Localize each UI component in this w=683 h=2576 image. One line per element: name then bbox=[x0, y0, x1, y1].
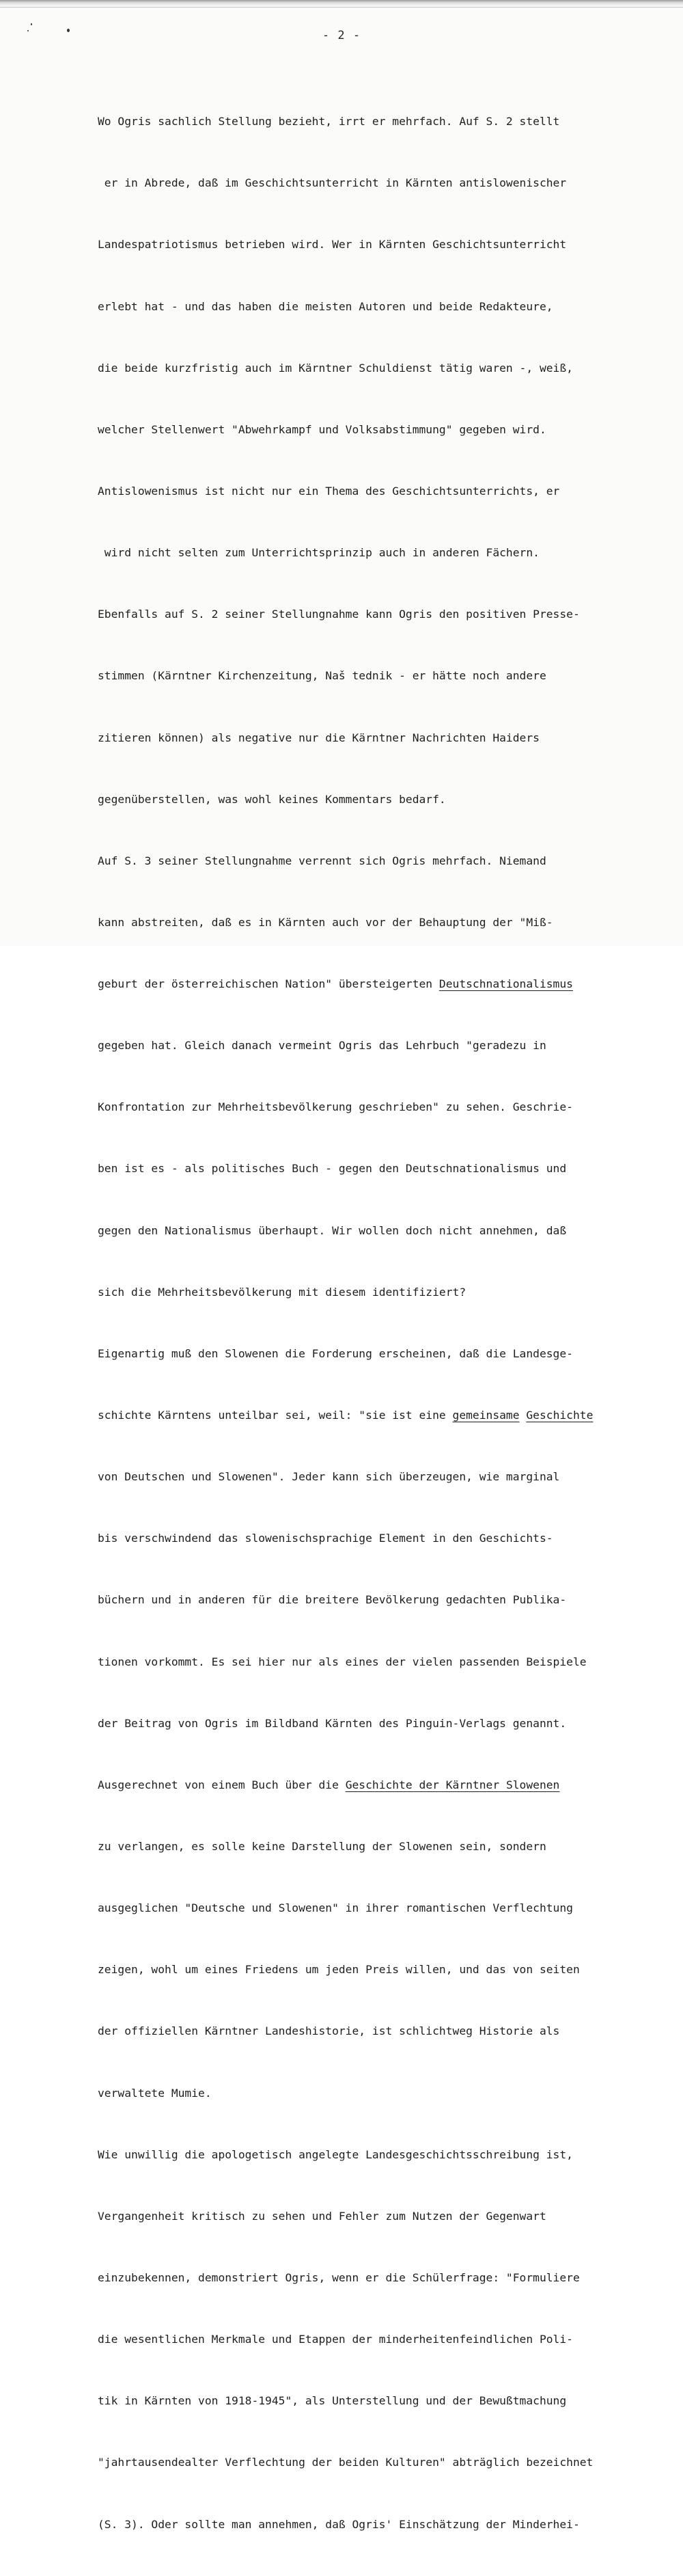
underlined-term: gemeinsame bbox=[452, 1409, 520, 1422]
text-line: bis verschwindend das slowenischsprachige Element in den Geschichts- bbox=[98, 1532, 553, 1545]
text-line: stimmen (Kärntner Kirchenzeitung, Naš tednik - er hätte noch andere bbox=[98, 669, 546, 683]
text-line: geburt der österreichischen Nation" übersteigerten Deutschnationalismus bbox=[98, 977, 573, 991]
text-line: Ausgerechnet von einem Buch über die Geschichte der Kärntner Slowenen bbox=[98, 1778, 560, 1791]
text-line: die wesentlichen Merkmale und Etappen der minderheitenfeindlichen Poli- bbox=[98, 2333, 573, 2346]
text-line: der Beitrag von Ogris im Bildband Kärnten des Pinguin-Verlags genannt. bbox=[98, 1716, 567, 1730]
text-line: sich die Mehrheitsbevölkerung mit diesem identifiziert? bbox=[98, 1285, 466, 1299]
text-line: welcher Stellenwert "Abwehrkampf und Volksabstimmung" gegeben wird. bbox=[98, 422, 546, 436]
text-line: Eigenartig muß den Slowenen die Forderung erscheinen, daß die Landesge- bbox=[98, 1346, 573, 1360]
body-text bbox=[98, 70, 624, 2576]
scan-speck bbox=[31, 23, 32, 25]
scan-top-edge bbox=[0, 0, 683, 6]
text-line: die beide kurzfristig auch im Kärntner Schuldienst tätig waren -, weiß, bbox=[98, 361, 573, 375]
text-line: gegeben hat. Gleich danach vermeint Ogris das Lehrbuch "geradezu in bbox=[98, 1039, 546, 1053]
text-line: erlebt hat - und das haben die meisten Autoren und beide Redakteure, bbox=[98, 299, 553, 313]
text-line: Antislowenismus ist nicht nur ein Thema des Geschichtsunterrichts, er bbox=[98, 484, 560, 498]
text-line: zitieren können) als negative nur die Kärntner Nachrichten Haiders bbox=[98, 731, 540, 744]
text-line: "jahrtausendealter Verflechtung der beiden Kulturen" abträglich bezeichnet bbox=[98, 2456, 594, 2469]
text-line: zu verlangen, es solle keine Darstellung der Slowenen sein, sondern bbox=[98, 1840, 546, 1854]
text-line: von Deutschen und Slowenen". Jeder kann sich überzeugen, wie marginal bbox=[98, 1470, 560, 1484]
text-line: zeigen, wohl um eines Friedens um jeden Preis willen, und das von seiten bbox=[98, 1963, 580, 1977]
text-line: tik in Kärnten von 1918-1945", als Unterstellung und der Bewußtmachung bbox=[98, 2394, 567, 2408]
text-line: tionen vorkommt. Es sei hier nur als eines der vielen passenden Beispiele bbox=[98, 1655, 587, 1668]
scan-top-line bbox=[0, 7, 683, 8]
text-line: büchern und in anderen für die breitere Bevölkerung gedachten Publika- bbox=[98, 1593, 567, 1607]
text-line: Ebenfalls auf S. 2 seiner Stellungnahme kann Ogris den positiven Presse- bbox=[98, 608, 580, 621]
text-line: Vergangenheit kritisch zu sehen und Fehler zum Nutzen der Gegenwart bbox=[98, 2209, 546, 2223]
text-line: gegenüberstellen, was wohl keines Kommentars bedarf. bbox=[98, 792, 446, 806]
text-line: Landespatriotismus betrieben wird. Wer in Kärnten Geschichtsunterricht bbox=[98, 238, 567, 252]
page-number: - 2 - bbox=[322, 29, 361, 42]
text-line: er in Abrede, daß im Geschichtsunterricht in Kärnten antislowenischer bbox=[98, 176, 567, 190]
text-line: Wie unwillig die apologetisch angelegte Landesgeschichtsschreibung ist, bbox=[98, 2147, 573, 2161]
underlined-term: Deutschnationalismus bbox=[438, 977, 573, 991]
text-line: Auf S. 3 seiner Stellungnahme verrennt sich Ogris mehrfach. Niemand bbox=[98, 854, 546, 867]
text-line: gegen den Nationalismus überhaupt. Wir wollen doch nicht annehmen, daß bbox=[98, 1223, 567, 1237]
text-line: ausgeglichen "Deutsche und Slowenen" in ihrer romantischen Verflechtung bbox=[98, 1901, 573, 1915]
text-line: (S. 3). Oder sollte man annehmen, daß Ogris' Einschätzung der Minderhei- bbox=[98, 2517, 580, 2531]
text-line: Wo Ogris sachlich Stellung bezieht, irrt er mehrfach. Auf S. 2 stellt bbox=[98, 115, 560, 128]
underlined-term: Geschichte bbox=[526, 1409, 594, 1422]
text-line: wird nicht selten zum Unterrichtsprinzip auch in anderen Fächern. bbox=[98, 546, 540, 560]
text-line: einzubekennen, demonstriert Ogris, wenn er die Schülerfrage: "Formuliere bbox=[98, 2271, 580, 2285]
text-line: kann abstreiten, daß es in Kärnten auch vor der Behauptung der "Miß- bbox=[98, 915, 553, 929]
text-line: schichte Kärntens unteilbar sei, weil: "sie ist eine gemeinsame Geschichte bbox=[98, 1409, 594, 1422]
text-line: Konfrontation zur Mehrheitsbevölkerung geschrieben" zu sehen. Geschrie- bbox=[98, 1100, 573, 1114]
text-line: der offiziellen Kärntner Landeshistorie, ist schlichtweg Historie als bbox=[98, 2024, 560, 2038]
text-line: ben ist es - als politisches Buch - gegen den Deutschnationalismus und bbox=[98, 1162, 567, 1176]
text-line: verwaltete Mumie. bbox=[98, 2086, 212, 2100]
underlined-term: Geschichte der Kärntner Slowenen bbox=[345, 1778, 560, 1791]
